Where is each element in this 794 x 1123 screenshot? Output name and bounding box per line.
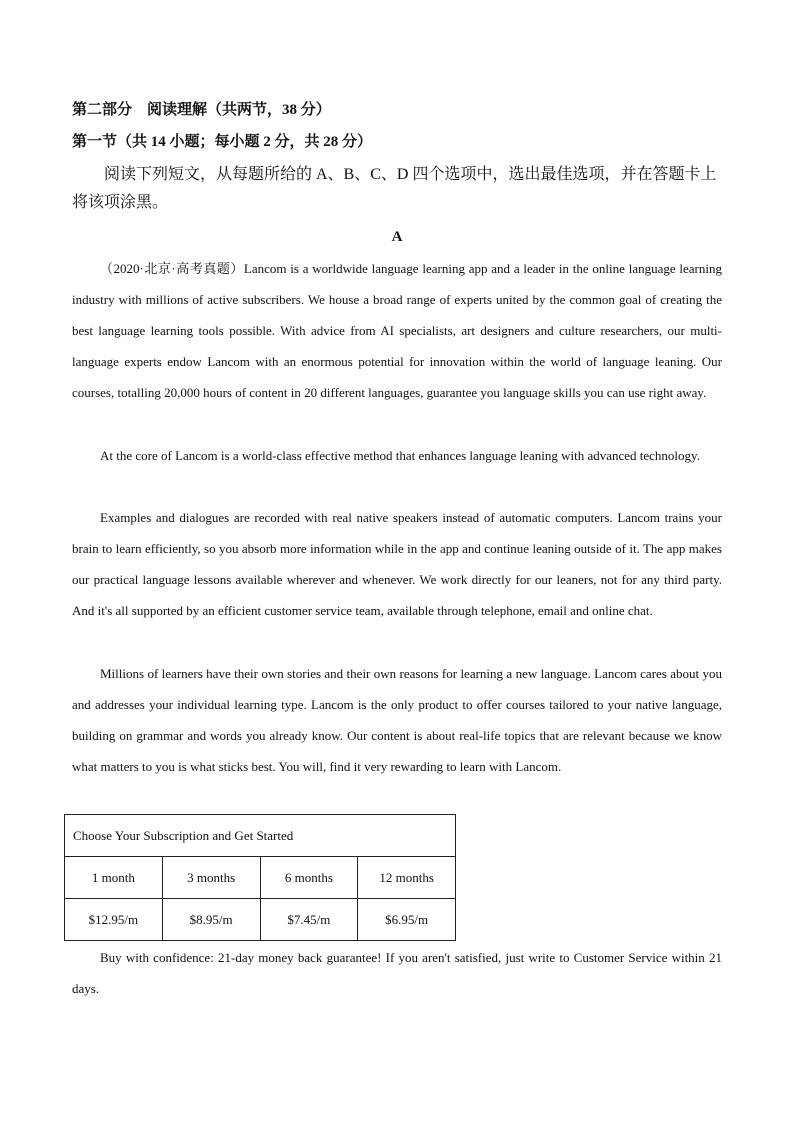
passage-paragraph-2: At the core of Lancom is a world-class effective method that enhances language leaning with advanced technology. bbox=[100, 448, 700, 463]
table-header-row bbox=[65, 815, 456, 857]
plan-cell: 12 months bbox=[358, 857, 456, 899]
table-header: Choose Your Subscription and Get Started bbox=[65, 815, 456, 857]
plan-cell: 1 month bbox=[65, 857, 163, 899]
section-title: 第一节（共 14 小题；每小题 2 分，共 28 分） bbox=[72, 134, 373, 150]
passage-paragraph-4: Millions of learners have their own stories and their own reasons for learning a new language. Lancom cares about you and addresses your individual learning type. Lancom is the only product to offer courses tailored to your native language, building on grammar and words you already know. Our content is about real-life topics that are relevant because we know what matters to you is what sticks best. You will, find it very rewarding to learn with Lancom. bbox=[72, 666, 722, 774]
closing-paragraph: Buy with confidence: 21-day money back guarantee! If you aren't satisfied, just write to Customer Service within 21 days. bbox=[72, 950, 722, 996]
plan-cell: 3 months bbox=[162, 857, 260, 899]
plan-cell: 6 months bbox=[260, 857, 358, 899]
passage-paragraph-1: （2020·北京·高考真题）Lancom is a worldwide language learning app and a leader in the online language learning industry with millions of active subscribers. We house a broad range of experts united by the common goal of creating the best language learning tools possible. With advice from AI specialists, art designers and culture researchers, our multi-language experts endow Lancom with an enormous potential for innovation within the world of language leaning. Our courses, totalling 20,000 hours of content in 20 different languages, guarantee you language skills you can use right away. bbox=[72, 261, 722, 400]
price-cell: $8.95/m bbox=[162, 899, 260, 941]
part-title: 第二部分 阅读理解（共两节，38 分） bbox=[72, 102, 331, 118]
price-cell: $7.45/m bbox=[260, 899, 358, 941]
table-row-plans bbox=[65, 857, 456, 899]
subscription-table bbox=[64, 814, 456, 941]
price-cell: $12.95/m bbox=[65, 899, 163, 941]
passage-paragraph-3: Examples and dialogues are recorded with real native speakers instead of automatic computers. Lancom trains your brain to learn efficiently, so you absorb more information while in the app and continue leaning outside of it. The app makes our practical language lessons available wherever and whenever. We work directly for our leaners, not for any third party. And it's all supported by an efficient customer service team, available through telephone, email and online chat. bbox=[72, 510, 722, 618]
passage-label: A bbox=[391, 229, 403, 245]
price-cell: $6.95/m bbox=[358, 899, 456, 941]
table-row-prices bbox=[65, 899, 456, 941]
instructions: 阅读下列短文，从每题所给的 A、B、C、D 四个选项中，选出最佳选项，并在答题卡上将该项涂黑。 bbox=[72, 166, 717, 211]
